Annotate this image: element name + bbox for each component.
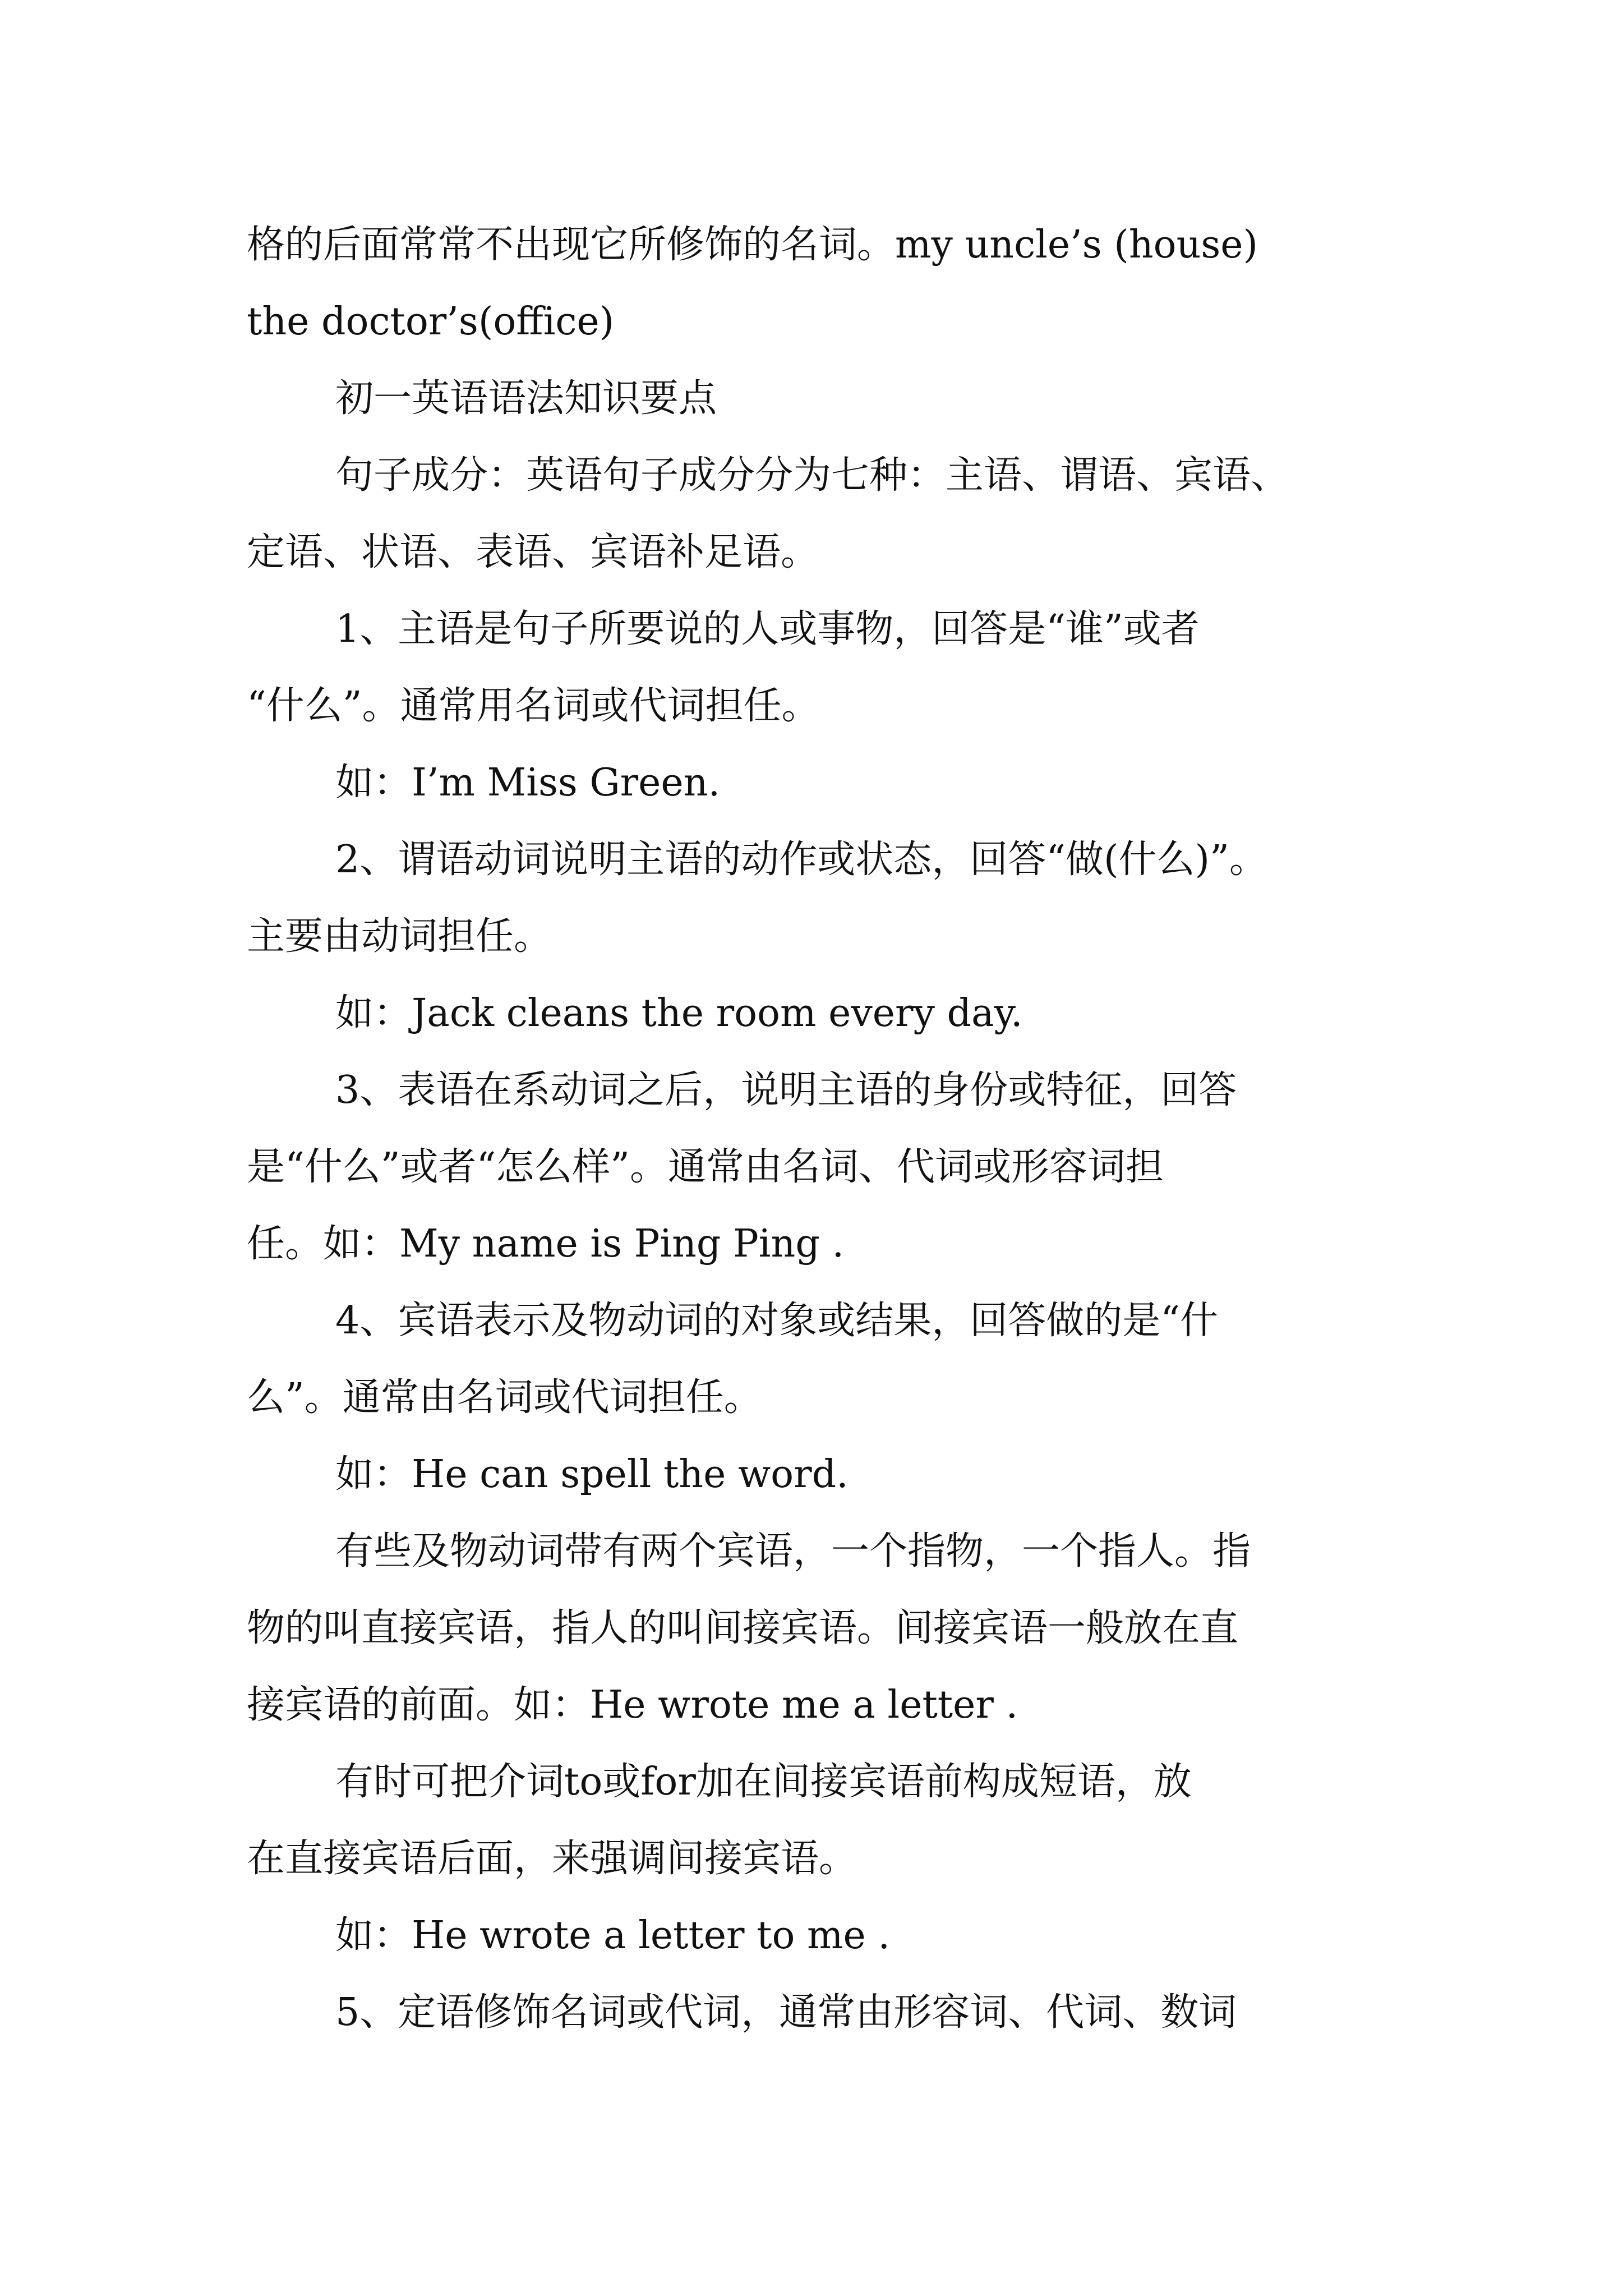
text-line: 句子成分：英语句子成分分为七种：主语、谓语、宾语、	[335, 453, 1289, 498]
text-line: 主要由动词担任。	[247, 914, 552, 959]
document-body	[247, 206, 1469, 2051]
text-line: 3、表语在系动词之后，说明主语的身份或特征，回答	[335, 1068, 1237, 1112]
text-line: 是“什么”或者“怎么样”。通常由名词、代词或形容词担	[247, 1145, 1164, 1189]
example-line: 如：I’m Miss Green.	[335, 761, 721, 805]
text-line: 接宾语的前面。如：He wrote me a letter .	[247, 1683, 1018, 1727]
text-line: 在直接宾语后面，来强调间接宾语。	[247, 1837, 857, 1881]
text-line: 5、定语修饰名词或代词，通常由形容词、代词、数词	[335, 1990, 1237, 2035]
text-line: 定语、状语、表语、宾语补足语。	[247, 530, 819, 574]
section-heading: 初一英语语法知识要点	[335, 376, 717, 421]
text-line: “什么”。通常用名词或代词担任。	[247, 684, 820, 728]
text-line: 有些及物动词带有两个宾语，一个指物，一个指人。指	[335, 1529, 1251, 1573]
text-line: 1、主语是句子所要说的人或事物，回答是“谁”或者	[335, 607, 1200, 651]
example-line: 如：Jack cleans the room every day.	[335, 991, 1023, 1036]
text-line: the doctor’s(office)	[247, 300, 615, 344]
text-line: 任。如：My name is Ping Ping .	[247, 1222, 845, 1266]
example-line: 如：He wrote a letter to me .	[335, 1913, 890, 1958]
text-line: 2、谓语动词说明主语的动作或状态，回答“做(什么)”。	[335, 838, 1267, 882]
text-line: 有时可把介词to或for加在间接宾语前构成短语，放	[335, 1760, 1192, 1804]
text-line: 物的叫直接宾语，指人的叫间接宾语。间接宾语一般放在直	[247, 1606, 1239, 1650]
text-line: 么”。通常由名词或代词担任。	[247, 1375, 762, 1420]
text-line: 格的后面常常不出现它所修饰的名词。my uncle’s (house)	[247, 223, 1258, 267]
text-line: 4、宾语表示及物动词的对象或结果，回答做的是“什	[335, 1299, 1219, 1343]
example-line: 如：He can spell the word.	[335, 1452, 849, 1497]
